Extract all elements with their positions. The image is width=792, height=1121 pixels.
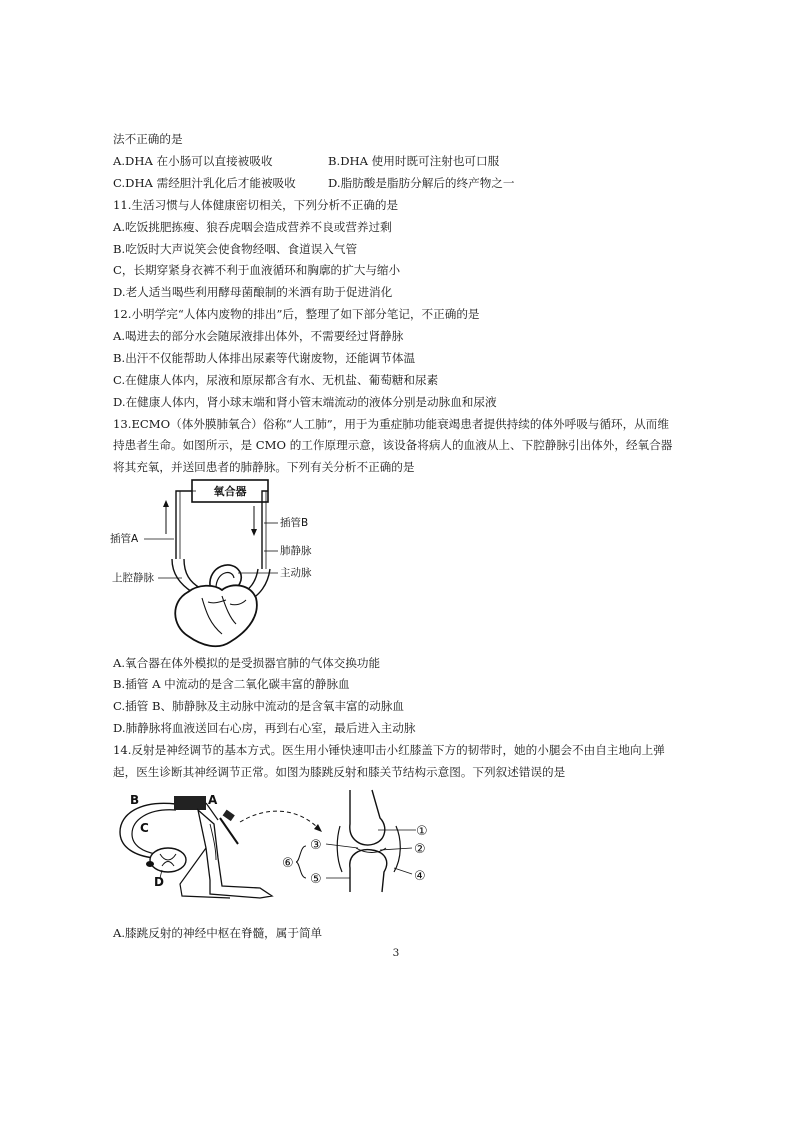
ecmo-diagram (110, 474, 370, 652)
q12-stem: 12.小明学完“人体内废物的排出”后，整理了如下部分笔记，不正确的是 (113, 307, 480, 321)
q10-option-c: C.DHA 需经胆汁乳化后才能被吸收 (113, 176, 296, 190)
q10-option-b: B.DHA 使用时既可注射也可口服 (328, 154, 500, 168)
q13-stem-line3: 将其充氧，并送回患者的肺静脉。下列有关分析不正确的是 (113, 460, 415, 474)
q12-option-b: B.出汗不仅能帮助人体排出尿素等代谢废物，还能调节体温 (113, 351, 416, 365)
label-5: ⑤ (310, 872, 322, 887)
q14-stem-line2: 起，医生诊断其神经调节正常。如图为膝跳反射和膝关节结构示意图。下列叙述错误的是 (113, 765, 566, 779)
knee-reflex-diagram (110, 784, 440, 910)
label-4: ④ (414, 869, 426, 884)
svc-label: 上腔静脉 (112, 572, 154, 584)
q13-stem-line1: 13.ECMO（体外膜肺氧合）俗称“人工肺”，用于为重症肺功能衰竭患者提供持续的体外呼吸与循环，从而维 (113, 417, 669, 431)
q11-option-b: B.吃饭时大声说笑会使食物经咽、食道误入气管 (113, 242, 358, 256)
tube-a-outer (176, 491, 192, 559)
aorta-label: 主动脉 (280, 567, 312, 579)
q11-option-c: C，长期穿紧身衣裤不利于血液循环和胸廓的扩大与缩小 (113, 263, 401, 277)
femur (350, 790, 385, 845)
tube-a-label: 插管A (110, 533, 139, 545)
q11-option-a: A.吃饭挑肥拣瘦、狼吞虎咽会造成营养不良或营养过剩 (113, 220, 392, 234)
q10-option-a: A.DHA 在小肠可以直接被吸收 (113, 154, 273, 168)
q11-stem: 11.生活习惯与人体健康密切相关，下列分析不正确的是 (113, 198, 399, 212)
leg (198, 810, 272, 898)
tube-b-label: 插管B (280, 517, 309, 529)
q14-stem-line1: 14.反射是神经调节的基本方式。医生用小锤快速叩击小红膝盖下方的韧带时，她的小腿会不由自主地向上弹 (113, 743, 665, 757)
q14-option-a: A.膝跳反射的神经中枢在脊髓，属于简单 (113, 926, 323, 940)
superior-vena-cava (172, 559, 192, 592)
label-1: ① (416, 824, 428, 839)
receptor-a (174, 796, 206, 810)
heart (175, 585, 257, 646)
label-d: D (154, 875, 164, 889)
q12-option-d: D.在健康人体内，肾小球末端和肾小管末端流动的液体分别是动脉血和尿液 (113, 395, 497, 409)
leader-3 (326, 844, 358, 848)
q12-option-a: A.喝进去的部分水会随尿液排出体外，不需要经过肾静脉 (113, 329, 404, 343)
q13-option-c: C.插管 B、肺静脉及主动脉中流动的是含氧丰富的动脉血 (113, 699, 405, 713)
oxygenator-label: 氧合器 (213, 485, 247, 498)
tibia (350, 850, 387, 892)
label-2: ② (414, 842, 426, 857)
page-number: 3 (392, 947, 400, 959)
label-a: A (208, 793, 218, 807)
hammer (220, 818, 238, 844)
q13-option-b: B.插管 A 中流动的是含二氧化碳丰富的静脉血 (113, 677, 350, 691)
label-b: B (130, 793, 140, 807)
q10-option-d: D.脂肪酸是脂肪分解后的终产物之一 (328, 176, 515, 190)
pulmonary-vein-label: 肺静脉 (280, 545, 312, 557)
label-6: ⑥ (282, 856, 294, 871)
zoom-arrow (240, 811, 318, 828)
q10-stem-continuation: 法不正确的是 (113, 132, 183, 146)
q11-option-d: D.老人适当喝些利用酵母菌酿制的米酒有助于促进消化 (113, 285, 393, 299)
q12-option-c: C.在健康人体内，尿液和原尿都含有水、无机盐、葡萄糖和尿素 (113, 373, 439, 387)
q13-option-a: A.氧合器在体外模拟的是受损器官肺的气体交换功能 (113, 656, 381, 670)
q13-option-d: D.肺静脉将血液送回右心房，再到右心室，最后进入主动脉 (113, 721, 416, 735)
leader-4 (394, 868, 412, 874)
q13-stem-line2: 持患者生命。如图所示，是 CMO 的工作原理示意，该设备将病人的血液从上、下腔静脉引出体外，经氧合器 (113, 438, 673, 452)
label-c: C (140, 821, 149, 835)
label-3: ③ (310, 838, 322, 853)
brace-6 (296, 846, 306, 878)
